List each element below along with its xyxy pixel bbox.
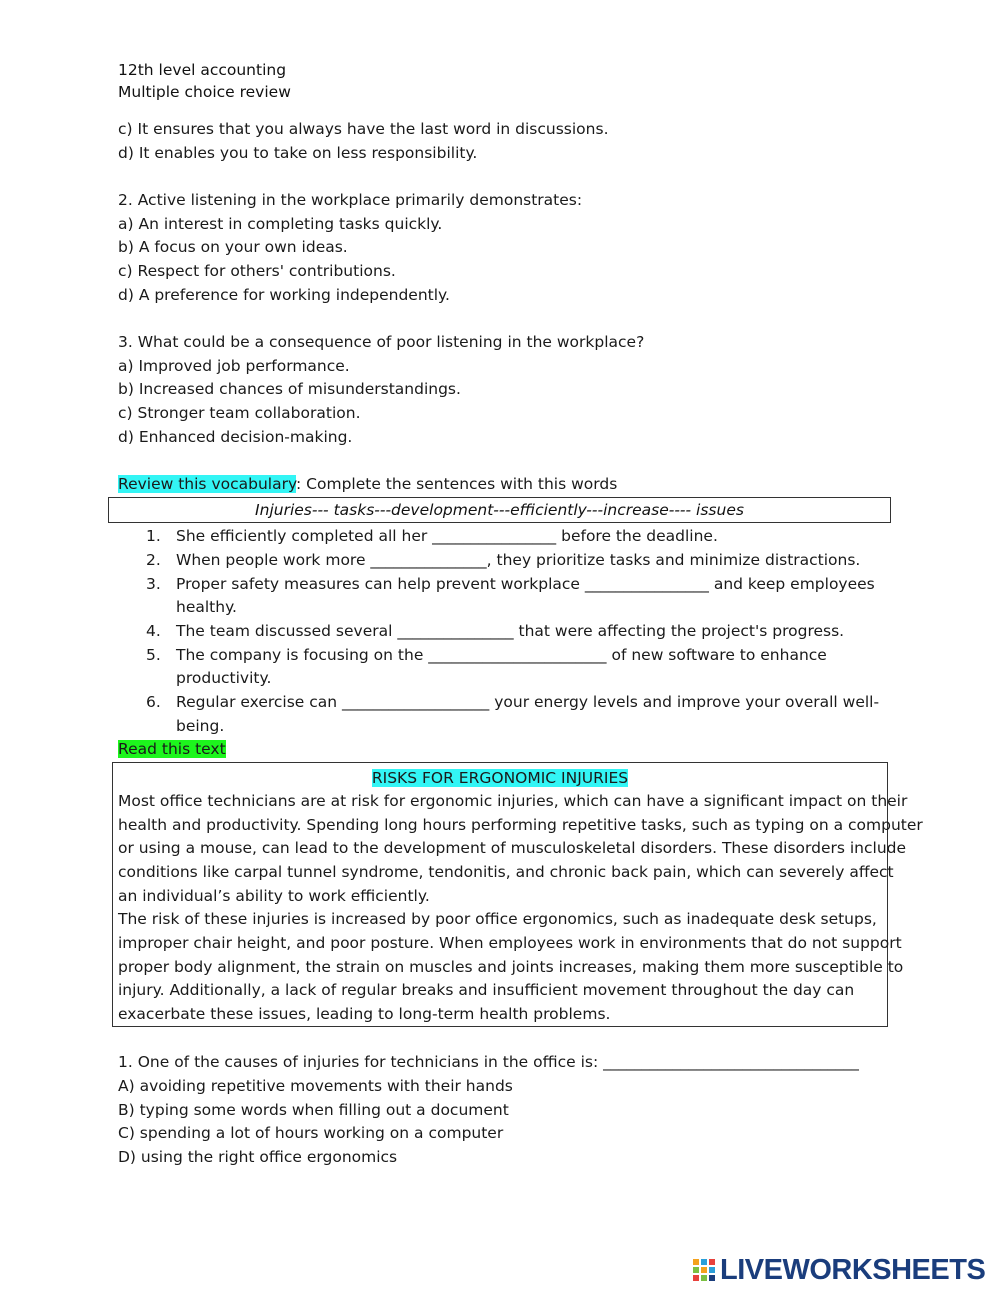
reading-line-7: improper chair height, and poor posture. When employees work in environments that do not support xyxy=(118,934,902,952)
vocab-item-1: She efficiently completed all her ________________ before the deadline. xyxy=(176,527,718,545)
vocab-item-4: The team discussed several _______________ that were affecting the project's progress. xyxy=(176,622,845,640)
vocab-item-1-number: 1. xyxy=(146,527,161,545)
header-subtitle: Multiple choice review xyxy=(118,83,291,101)
vocab-item-6-cont: being. xyxy=(176,717,225,735)
vocab-heading xyxy=(118,474,617,494)
logo-text: LIVEWORKSHEETS xyxy=(720,1253,986,1286)
logo-grid-cell xyxy=(693,1275,699,1281)
final-question: 1. One of the causes of injuries for technicians in the office is: _________________________________ xyxy=(118,1053,859,1071)
logo-grid-cell xyxy=(709,1267,715,1273)
q3-option-b: b) Increased chances of misunderstandings. xyxy=(118,380,461,398)
reading-line-4: conditions like carpal tunnel syndrome, tendonitis, and chronic back pain, which can severely affect xyxy=(118,863,894,881)
header-title: 12th level accounting xyxy=(118,61,287,79)
vocab-item-5-cont: productivity. xyxy=(176,669,272,687)
vocab-item-3: Proper safety measures can help prevent workplace ________________ and keep employees xyxy=(176,575,875,593)
q2-option-d: d) A preference for working independently. xyxy=(118,286,450,304)
vocab-word-box: Injuries--- tasks---development---efficiently---increase---- issues xyxy=(108,497,891,523)
final-option-b: B) typing some words when filling out a document xyxy=(118,1101,509,1119)
reading-line-9: injury. Additionally, a lack of regular breaks and insufficient movement throughout the day can xyxy=(118,981,855,999)
logo-grid-cell xyxy=(693,1259,699,1265)
vocab-item-4-number: 4. xyxy=(146,622,161,640)
reading-line-3: or using a mouse, can lead to the development of musculoskeletal disorders. These disorders include xyxy=(118,839,907,857)
q2-option-a: a) An interest in completing tasks quickly. xyxy=(118,215,443,233)
liveworksheets-logo xyxy=(692,1253,986,1286)
vocab-item-3-number: 3. xyxy=(146,575,161,593)
q3-option-c: c) Stronger team collaboration. xyxy=(118,404,361,422)
q1-option-c: c) It ensures that you always have the last word in discussions. xyxy=(118,120,609,138)
logo-grid-cell xyxy=(701,1275,707,1281)
vocab-label: Review this vocabulary xyxy=(118,475,297,493)
final-option-d: D) using the right office ergonomics xyxy=(118,1148,398,1166)
final-option-c: C) spending a lot of hours working on a computer xyxy=(118,1124,504,1142)
logo-grid-icon xyxy=(692,1258,716,1282)
vocab-item-2: When people work more _______________, they prioritize tasks and minimize distractions. xyxy=(176,551,861,569)
vocab-item-2-number: 2. xyxy=(146,551,161,569)
reading-line-5: an individual’s ability to work efficiently. xyxy=(118,887,430,905)
reading-label: Read this text xyxy=(118,740,226,758)
logo-grid-cell xyxy=(709,1275,715,1281)
q2-option-b: b) A focus on your own ideas. xyxy=(118,238,348,256)
reading-line-8: proper body alignment, the strain on muscles and joints increases, making them more susceptible to xyxy=(118,958,904,976)
logo-grid-cell xyxy=(701,1259,707,1265)
vocab-item-3-cont: healthy. xyxy=(176,598,237,616)
q3-option-d: d) Enhanced decision-making. xyxy=(118,428,353,446)
reading-line-6: The risk of these injuries is increased by poor office ergonomics, such as inadequate desk setups, xyxy=(118,910,877,928)
vocab-item-6: Regular exercise can ___________________ your energy levels and improve your overall well- xyxy=(176,693,880,711)
final-option-a: A) avoiding repetitive movements with their hands xyxy=(118,1077,513,1095)
q1-option-d: d) It enables you to take on less responsibility. xyxy=(118,144,478,162)
reading-text-box xyxy=(112,762,923,1027)
reading-title-text: RISKS FOR ERGONOMIC INJURIES xyxy=(371,769,629,787)
vocab-item-5-number: 5. xyxy=(146,646,161,664)
reading-heading xyxy=(118,739,226,759)
vocab-instruction: : Complete the sentences with this words xyxy=(296,475,618,493)
reading-line-2: health and productivity. Spending long hours performing repetitive tasks, such as typing on a computer xyxy=(118,816,923,834)
q3-question: 3. What could be a consequence of poor listening in the workplace? xyxy=(118,333,645,351)
vocab-item-6-number: 6. xyxy=(146,693,161,711)
reading-line-10: exacerbate these issues, leading to long-term health problems. xyxy=(118,1005,611,1023)
reading-title xyxy=(113,768,887,788)
vocab-item-5: The company is focusing on the _______________________ of new software to enhance xyxy=(176,646,827,664)
logo-grid-cell xyxy=(693,1267,699,1273)
q2-question: 2. Active listening in the workplace primarily demonstrates: xyxy=(118,191,583,209)
q3-option-a: a) Improved job performance. xyxy=(118,357,350,375)
q2-option-c: c) Respect for others' contributions. xyxy=(118,262,396,280)
reading-line-1: Most office technicians are at risk for ergonomic injuries, which can have a significant impact on their xyxy=(118,792,908,810)
logo-grid-cell xyxy=(701,1267,707,1273)
logo-grid-cell xyxy=(709,1259,715,1265)
